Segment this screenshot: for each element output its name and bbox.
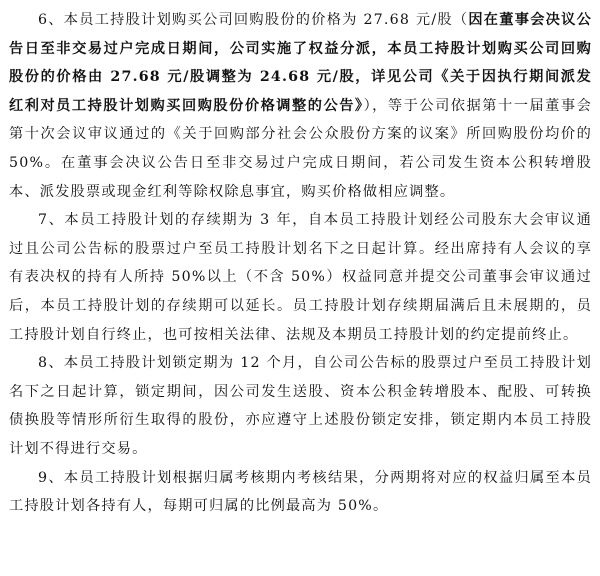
paragraph-6-text-end: ），等于公司依据第十一届董事会第十次会议审议通过的《关于回购部分社会公众股份方案的议案》所回购股份均价的 50%。在董事会决议公告日至非交易过户完成日期间，若公司发生资本公积转增股本、派发股票或现金红利等除权除息事宜，购买价格做相应调整。 [9,97,592,200]
paragraph-7 [9,206,592,349]
price-adjustment-note: 因在董事会决议公告日至非交易过户完成日期间，公司实施了权益分派，本员工持股计划购买公司回购股份的价格由 27.68 元/股调整为 24.68 元/股，详见公司《关于因执行期间派发红利对员工持股计划购买回购股份价格调整的公告》 [9,12,592,114]
paragraph-9 [9,464,592,521]
paragraph-6 [9,6,592,206]
paragraph-9-text: 9、本员工持股计划根据归属考核期内考核结果，分两期将对应的权益归属至本员工持股计划各持有人，每期可归属的比例最高为 50%。 [9,469,592,515]
paragraph-8-text: 8、本员工持股计划锁定期为 12 个月，自公司公告标的股票过户至员工持股计划名下之日起计算，锁定期间，因公司发生送股、资本公积金转增股本、配股、可转换债换股等情形所衍生取得的股份，亦应遵守上述股份锁定安排，锁定期内本员工持股计划不得进行交易。 [9,355,592,457]
paragraph-6-text: 6、本员工持股计划购买公司回购股份的价格为 27.68 元/股（ [38,12,469,28]
paragraph-8 [9,349,592,463]
paragraph-7-text: 7、本员工持股计划的存续期为 3 年，自本员工持股计划经公司股东大会审议通过且公司公告标的股票过户至员工持股计划名下之日起计算。经出席持有人会议的享有表决权的持有人所持 50%以上（不含 50%）权益同意并提交公司董事会审议通过后，本员工持股计划的存续期可以延长。员工持股计划存续期届满后且未展期的，员工持股计划自行终止，也可按相关法律、法规及本期员工持股计划的约定提前终止。 [9,212,592,343]
